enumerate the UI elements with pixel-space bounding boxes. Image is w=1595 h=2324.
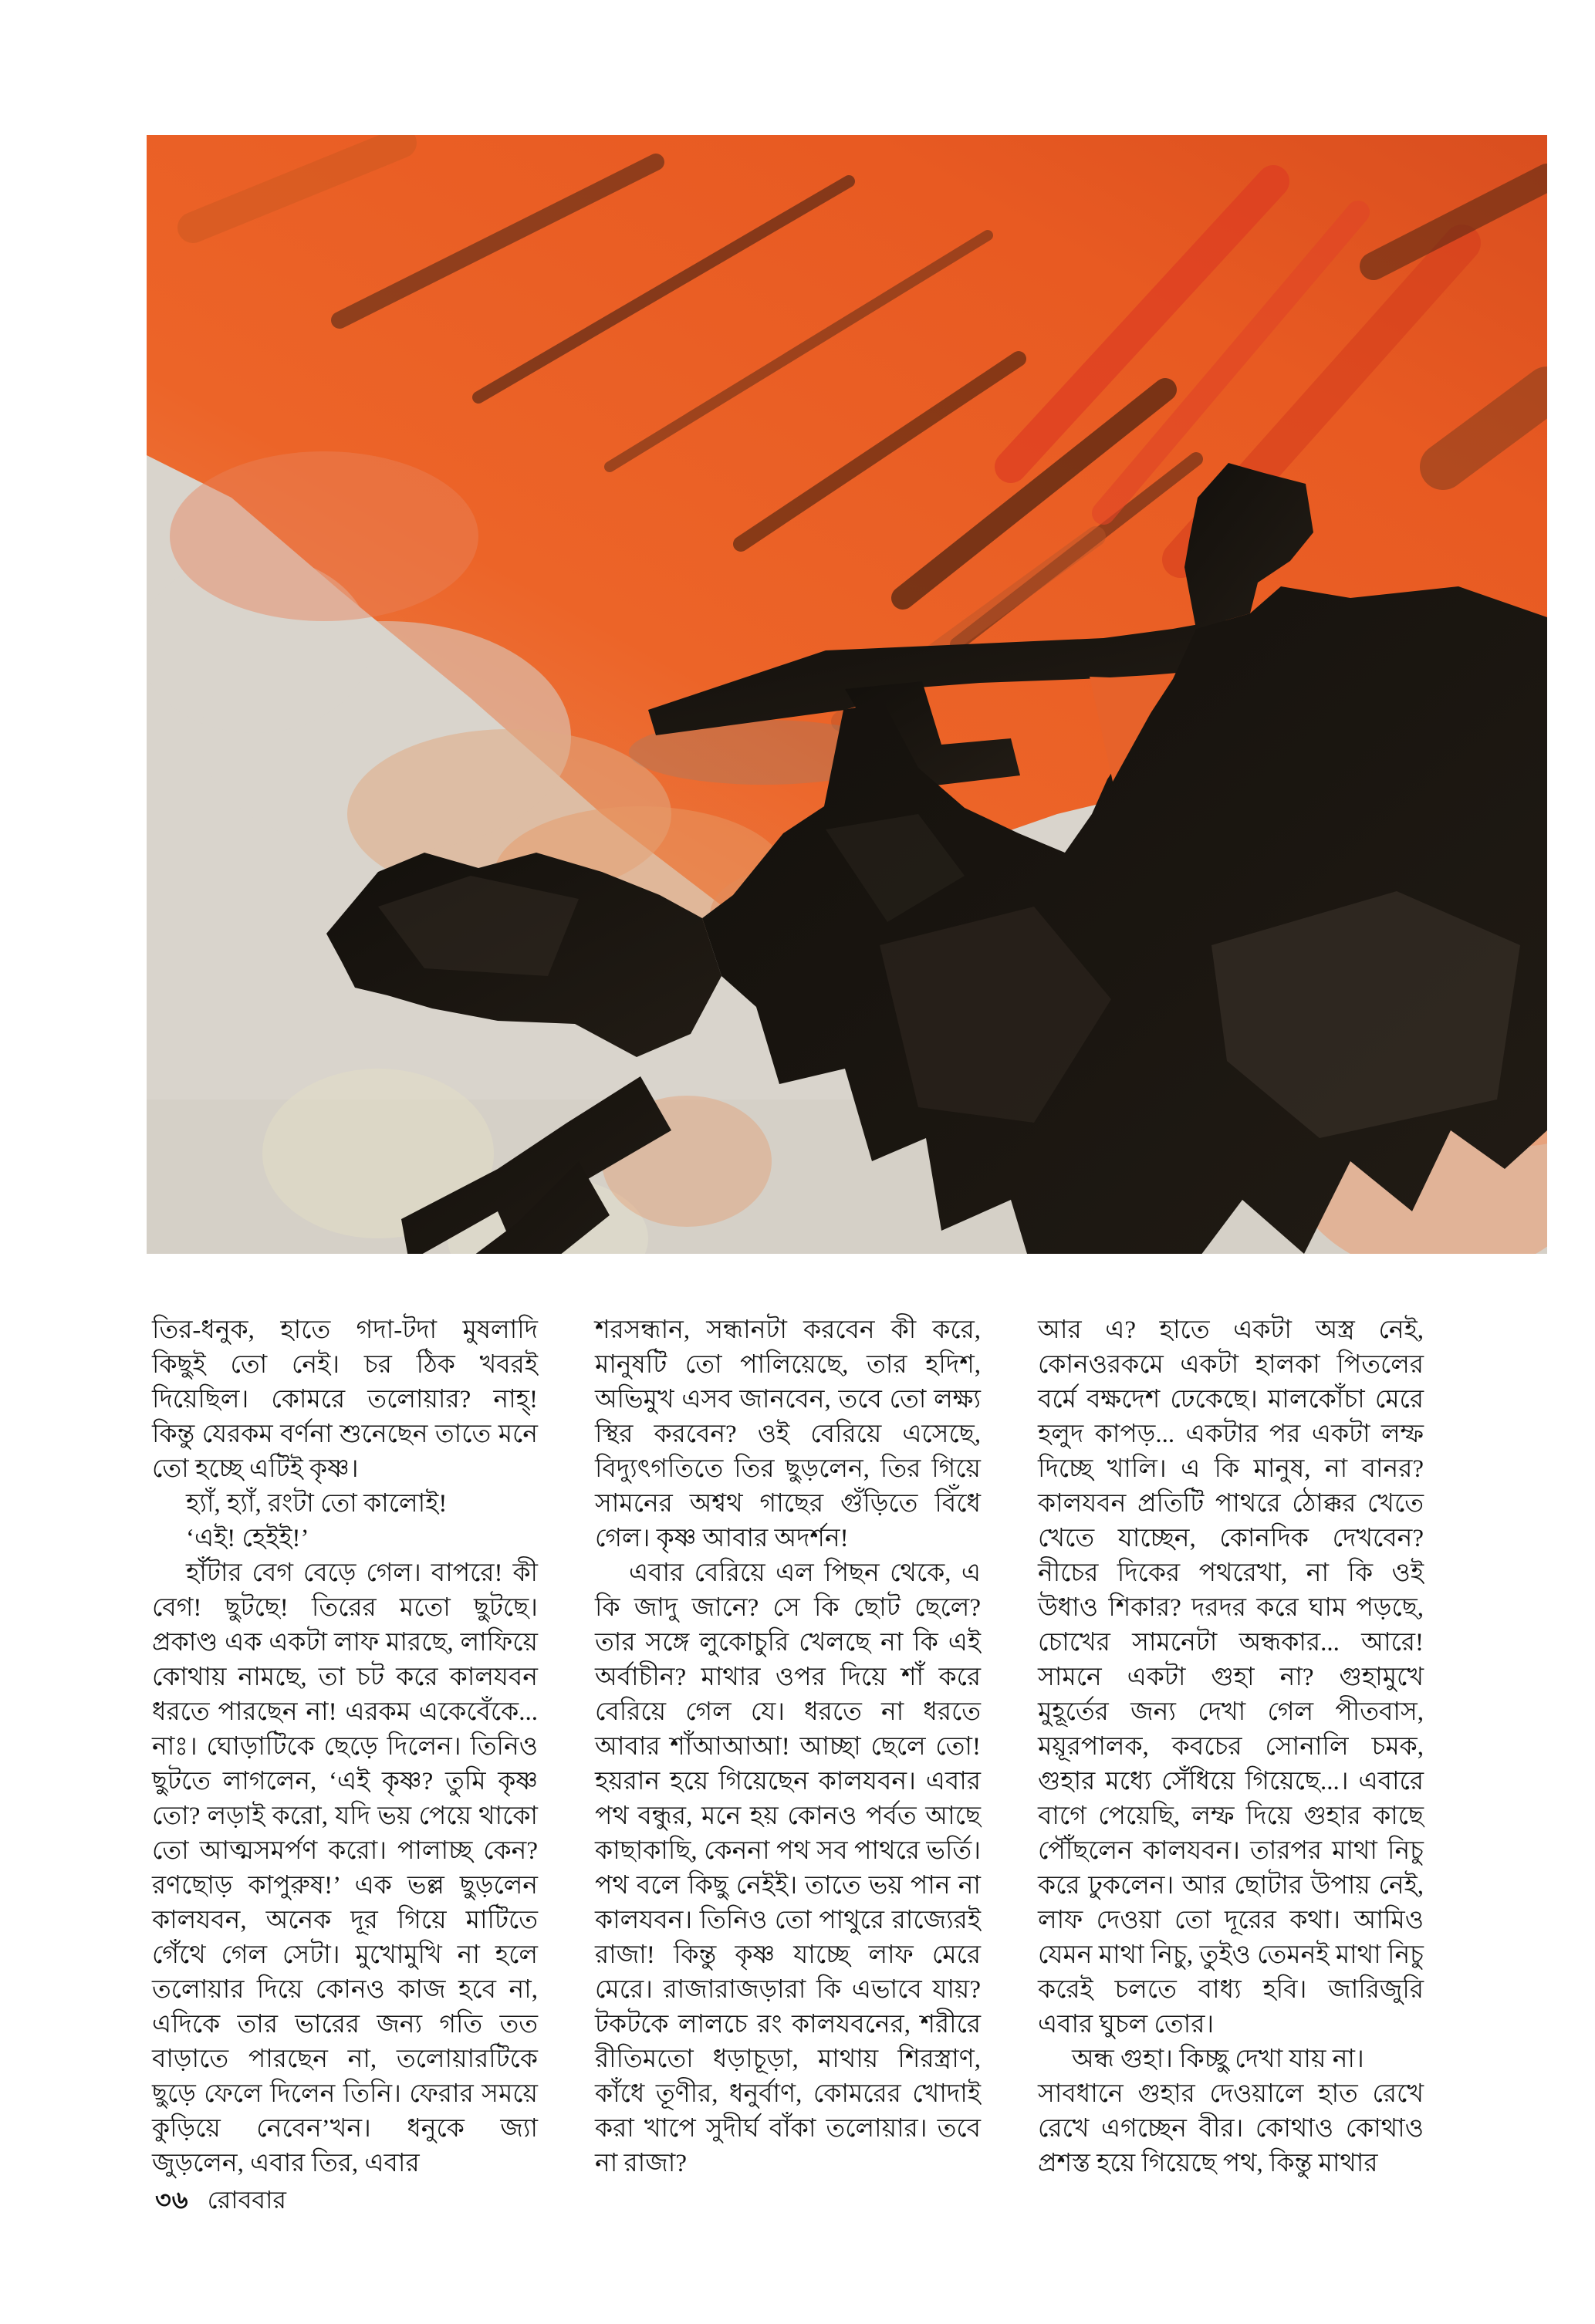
text-column-1 (152, 1313, 538, 2177)
magazine-title: রোববার (207, 2186, 286, 2214)
page-number: ৩৬ (155, 2186, 189, 2214)
paragraph: আর এ? হাতে একটা অস্ত্র নেই, কোনওরকমে একটা হালকা পিতলের বর্মে বক্ষদেশ ঢেকেছে। মালকোঁচা মেরে হলুদ কাপড়... একটার পর একটা লম্ফ দিচ্ছে খালি। এ কি মানুষ, না বানর? কালযবন প্রতিটি পাথরে ঠোক্কর খেতে খেতে যাচ্ছেন, কোনদিক দেখবেন? নীচের দিকের পথরেখা, না কি ওই উধাও শিকার? দরদর করে ঘাম পড়ছে, চোখের সামনেটা অন্ধকার... আরে! সামনে একটা গুহা না? গুহামুখে মুহূর্তের জন্য দেখা গেল পীতবাস, ময়ূরপালক, কবচের সোনালি চমক, গুহার মধ্যে সেঁধিয়ে গিয়েছে...। এবারে বাগে পেয়েছি, লম্ফ দিয়ে গুহার কাছে পৌঁছলেন কালযবন। তারপর মাথা নিচু করে ঢুকলেন। আর ছোটার উপায় নেই, লাফ দেওয়া তো দূরের কথা। আমিও যেমন মাথা নিচু, তুইও তেমনই মাথা নিচু করেই চলতে বাধ্য হবি। জারিজুরি এবার ঘুচল তোর। (1038, 1316, 1424, 2039)
text-column-3 (1038, 1313, 1424, 2177)
paragraph: শরসন্ধান, সন্ধানটা করবেন কী করে, মানুষটি তো পালিয়েছে, তার হদিশ, অভিমুখ এসব জানবেন, তবে তো লক্ষ্য স্থির করবেন? ওই বেরিয়ে এসেছে, বিদ্যুৎগতিতে তির ছুড়লেন, তির গিয়ে সামনের অশ্বথ গাছের গুঁড়িতে বিঁধে গেল। কৃষ্ণ আবার অদর্শন! (595, 1316, 981, 1552)
paragraph: অন্ধ গুহা। কিচ্ছু দেখা যায় না। (1072, 2045, 1364, 2073)
text-column-2 (595, 1313, 981, 2177)
paragraph: সাবধানে গুহার দেওয়ালে হাত রেখে রেখে এগচ্ছেন বীর। কোথাও কোথাও প্রশস্ত হয়ে গিয়েছে পথ, কিন্তু মাথার (1038, 2080, 1424, 2177)
illustration-svg (147, 135, 1547, 1254)
illustration-horse-rider (147, 135, 1547, 1254)
page-footer (155, 2180, 286, 2222)
article-body (152, 1313, 1425, 2177)
paragraph: হ্যাঁ, হ্যাঁ, রংটা তো কালোই! (186, 1490, 448, 1518)
paragraph: ‘এই! হেইই!’ (186, 1525, 309, 1552)
paragraph: এবার বেরিয়ে এল পিছন থেকে, এ কি জাদু জানে? সে কি ছোট ছেলে? তার সঙ্গে লুকোচুরি খেলছে না কি এই অর্বাচীন? মাথার ওপর দিয়ে শাঁ করে বেরিয়ে গেল যে। ধরতে না ধরতে আবার শাঁআআআ! আচ্ছা ছেলে তো! হয়রান হয়ে গিয়েছেন কালযবন। এবার পথ বন্ধুর, মনে হয় কোনও পর্বত আছে কাছাকাছি, কেননা পথ সব পাথরে ভর্তি। পথ বলে কিছু নেইই। তাতে ভয় পান না কালযবন। তিনিও তো পাথুরে রাজ্যেরই রাজা! কিন্তু কৃষ্ণ যাচ্ছে লাফ মেরে মেরে। রাজারাজড়ারা কি এভাবে যায়? টকটকে লালচে রং কালযবনের, শরীরে রীতিমতো ধড়াচূড়া, মাথায় শিরস্ত্রাণ, কাঁধে তূণীর, ধনুর্বাণ, কোমরের খোদাই করা খাপে সুদীর্ঘ বাঁকা তলোয়ার। তবে না রাজা? (595, 1559, 981, 2177)
paragraph: হাঁটার বেগ বেড়ে গেল। বাপরে! কী বেগ! ছুটছে! তিরের মতো ছুটছে। প্রকাণ্ড এক একটা লাফ মারছে, লাফিয়ে কোথায় নামছে, তা চট করে কালযবন ধরতে পারছেন না! এরকম একেবেঁকে... নাঃ। ঘোড়াটিকে ছেড়ে দিলেন। তিনিও ছুটতে লাগলেন, ‘এই কৃষ্ণ? তুমি কৃষ্ণ তো? লড়াই করো, যদি ভয় পেয়ে থাকো তো আত্মসমর্পণ করো। পালাচ্ছ কেন? রণছোড় কাপুরুষ!’ এক ভল্ল ছুড়লেন কালযবন, অনেক দূর গিয়ে মাটিতে গেঁথে গেল সেটা। মুখোমুখি না হলে তলোয়ার দিয়ে কোনও কাজ হবে না, এদিকে তার ভারের জন্য গতি তত বাড়াতে পারছেন না, তলোয়ারটিকে ছুড়ে ফেলে দিলেন তিনি। ফেরার সময়ে কুড়িয়ে নেবেন’খন। ধনুকে জ্যা জুড়লেন, এবার তির, এবার (152, 1559, 538, 2177)
paragraph: তির-ধনুক, হাতে গদা-টদা মুষলাদি কিছুই তো নেই। চর ঠিক খবরই দিয়েছিল। কোমরে তলোয়ার? নাহ্‌! কিন্তু যেরকম বর্ণনা শুনেছেন তাতে মনে তো হচ্ছে এটিই কৃষ্ণ। (152, 1316, 538, 1483)
